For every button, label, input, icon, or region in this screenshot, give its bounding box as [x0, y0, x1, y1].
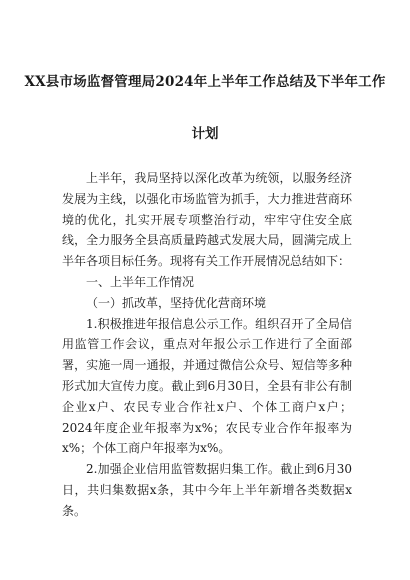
item-paragraph-2: 2.加强企业信用监管数据归集工作。截止到6月30日，共归集数据x条，其中今年上半年新增各类数据x条。 — [62, 462, 352, 518]
intro-paragraph: 上半年，我局坚持以深化改革为统领，以服务经济发展为主线，以强化市场监管为抓手，大力推进营商环境的优化，扎实开展专项整治行动，牢牢守住安全底线，全力服务全县高质量跨越式发展大局，圆满完成上半年各项目标任务。现将有关工作开展情况总结如下： — [62, 171, 352, 269]
subsection-heading: （一）抓改革，坚持优化营商环境 — [86, 295, 267, 310]
document-title: XX县市场监督管理局2024年上半年工作总结及下半年工作 — [24, 74, 386, 90]
document-title-continued: 计划 — [191, 126, 219, 142]
document-body — [62, 168, 352, 522]
item-paragraph-1: 1.积极推进年报信息公示工作。组织召开了全局信用监管工作会议，重点对年报公示工作进行了全面部署，实施一周一通报，并通过微信公众号、短信等多种形式加大宣传力度。截止到6月30日，全县有非公有制企业x户、农民专业合作社x户、个体工商户x户；2024年度企业年报率为x%；农民专业合作年报率为x%；个体工商户年报率为x%。 — [62, 316, 352, 456]
section-heading: 一、上半年工作情况 — [86, 274, 195, 289]
